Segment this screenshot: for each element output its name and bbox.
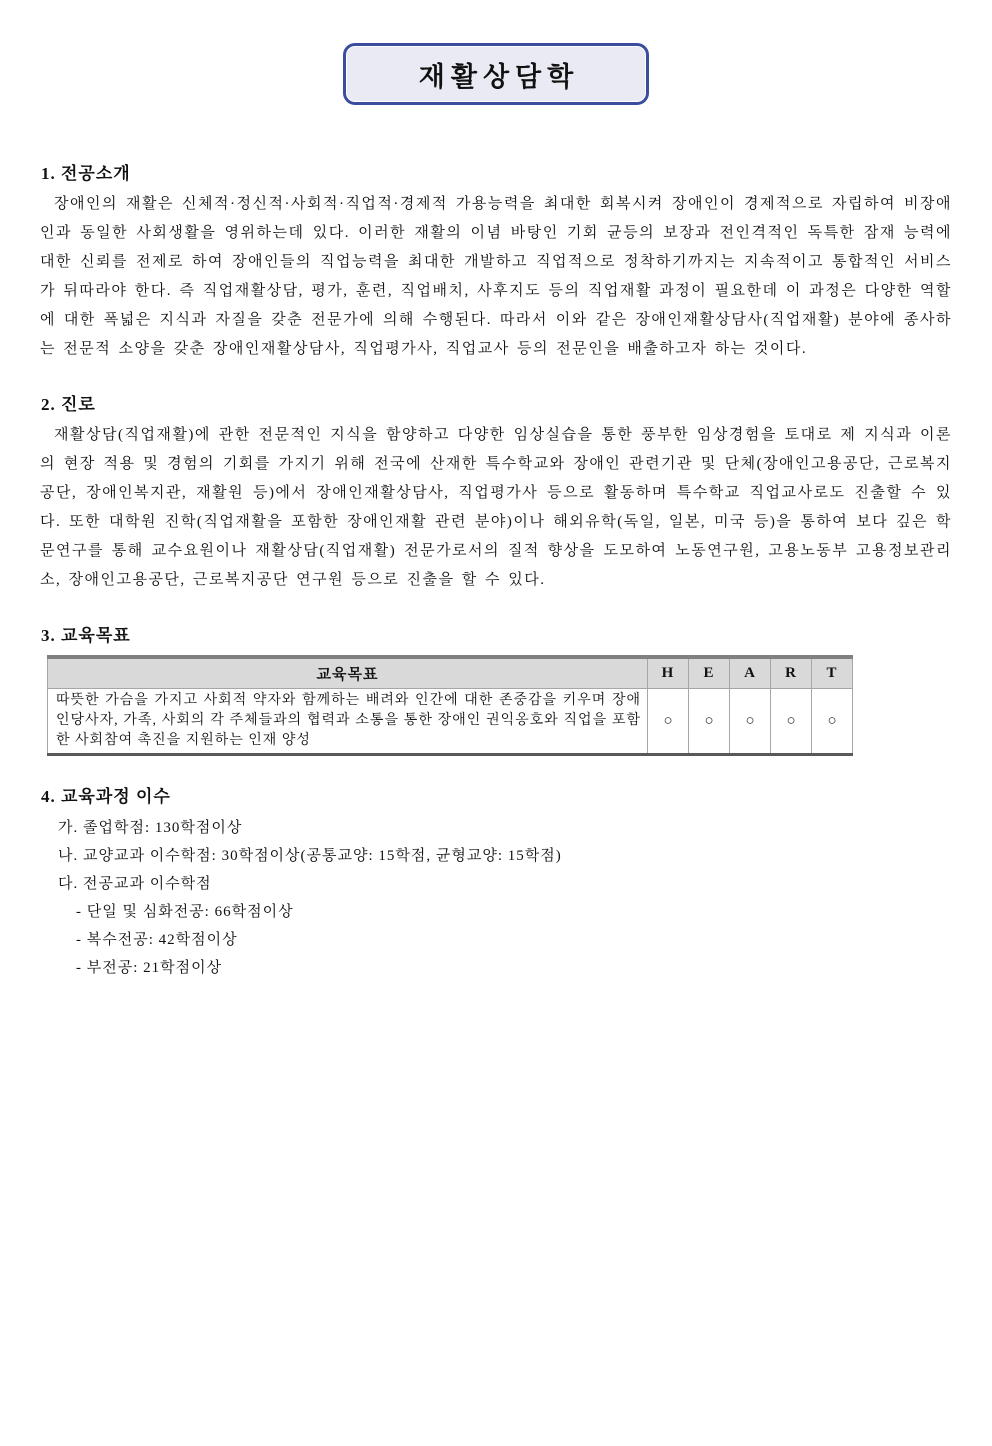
document-page (0, 43, 992, 982)
section-career-heading: 2. 진로 (41, 395, 96, 414)
completion-item-minor: - 부전공: 21학점이상 (76, 960, 223, 976)
table-header-t: T (812, 657, 853, 689)
section-career-body: 재활상담(직업재활)에 관한 전문적인 지식을 함양하고 다양한 임상실습을 통한 풍부한 임상경험을 토대로 제 지식과 이론의 현장 적용 및 경험의 기회를 가지기 위해 전국에 산재한 특수학교와 장애인 관련기관 및 단체(장애인고용공단, 근로복지공단, 장애인복지관, 재활원 등)에서 장애인재활상담사, 직업평가사 등으로 활동하며 특수학교 직업교사로도 진출할 수 있다. 또한 대학원 진학(직업재활을 포함한 장애인재활 관련 분야)이나 해외유학(독일, 일본, 미국 등)을 통하여 보다 깊은 학문연구를 통해 교수요원이나 재활상담(직업재활) 전문가로서의 질적 향상을 도모하여 노동연구원, 고용노동부 고용정보관리소, 장애인고용공단, 근로복지공단 연구원 등으로 진출을 할 수 있다. (40, 427, 952, 588)
mark-circle-r: ○ (771, 689, 812, 755)
mark-circle-h: ○ (648, 689, 689, 755)
section-intro-heading: 1. 전공소개 (41, 164, 131, 183)
page-title: 재활상담학 (418, 61, 580, 92)
page-title-box (343, 43, 649, 105)
section-completion-heading: 4. 교육과정 이수 (41, 787, 171, 806)
completion-list (40, 814, 952, 982)
table-header-e: E (689, 657, 730, 689)
completion-item-double-major: - 복수전공: 42학점이상 (76, 932, 238, 948)
objectives-table-row (48, 689, 853, 755)
objectives-table (47, 655, 853, 756)
table-header-goal: 교육목표 (48, 657, 648, 689)
table-header-a: A (730, 657, 771, 689)
table-header-h: H (648, 657, 689, 689)
section-objectives-heading: 3. 교육목표 (41, 626, 131, 645)
table-header-r: R (771, 657, 812, 689)
completion-item-liberal-arts-credits: 나. 교양교과 이수학점: 30학점이상(공통교양: 15학점, 균형교양: 15학점) (58, 848, 562, 864)
completion-item-major-credits: 다. 전공교과 이수학점 (58, 876, 212, 892)
objectives-table-header-row (48, 657, 853, 689)
mark-circle-a: ○ (730, 689, 771, 755)
objective-goal-text: 따뜻한 가슴을 가지고 사회적 약자와 함께하는 배려와 인간에 대한 존중감을 키우며 장애인당사자, 가족, 사회의 각 주체들과의 협력과 소통을 통한 장애인 권익옹호와 직업을 포함한 사회참여 촉진을 지원하는 인재 양성 (48, 689, 648, 755)
completion-item-single-intensive-major: - 단일 및 심화전공: 66학점이상 (76, 904, 294, 920)
completion-item-graduation-credits: 가. 졸업학점: 130학점이상 (58, 820, 243, 836)
mark-circle-t: ○ (812, 689, 853, 755)
section-intro-body: 장애인의 재활은 신체적·정신적·사회적·직업적·경제적 가용능력을 최대한 회복시켜 장애인이 경제적으로 자립하여 비장애인과 동일한 사회생활을 영위하는데 있다. 이러한 재활의 이념 바탕인 기회 균등의 보장과 전인격적인 독특한 잠재 능력에 대한 신뢰를 전제로 하여 장애인들의 직업능력을 최대한 개발하고 직업적으로 정착하기까지는 지속적이고 통합적인 서비스가 뒤따라야 한다. 즉 직업재활상담, 평가, 훈련, 직업배치, 사후지도 등의 직업재활 과정이 필요한데 이 과정은 다양한 역할에 대한 폭넓은 지식과 자질을 갖춘 전문가에 의해 수행된다. 따라서 이와 같은 장애인재활상담사(직업재활) 분야에 종사하는 전문적 소양을 갖춘 장애인재활상담사, 직업평가사, 직업교사 등의 전문인을 배출하고자 하는 것이다. (40, 196, 952, 357)
mark-circle-e: ○ (689, 689, 730, 755)
